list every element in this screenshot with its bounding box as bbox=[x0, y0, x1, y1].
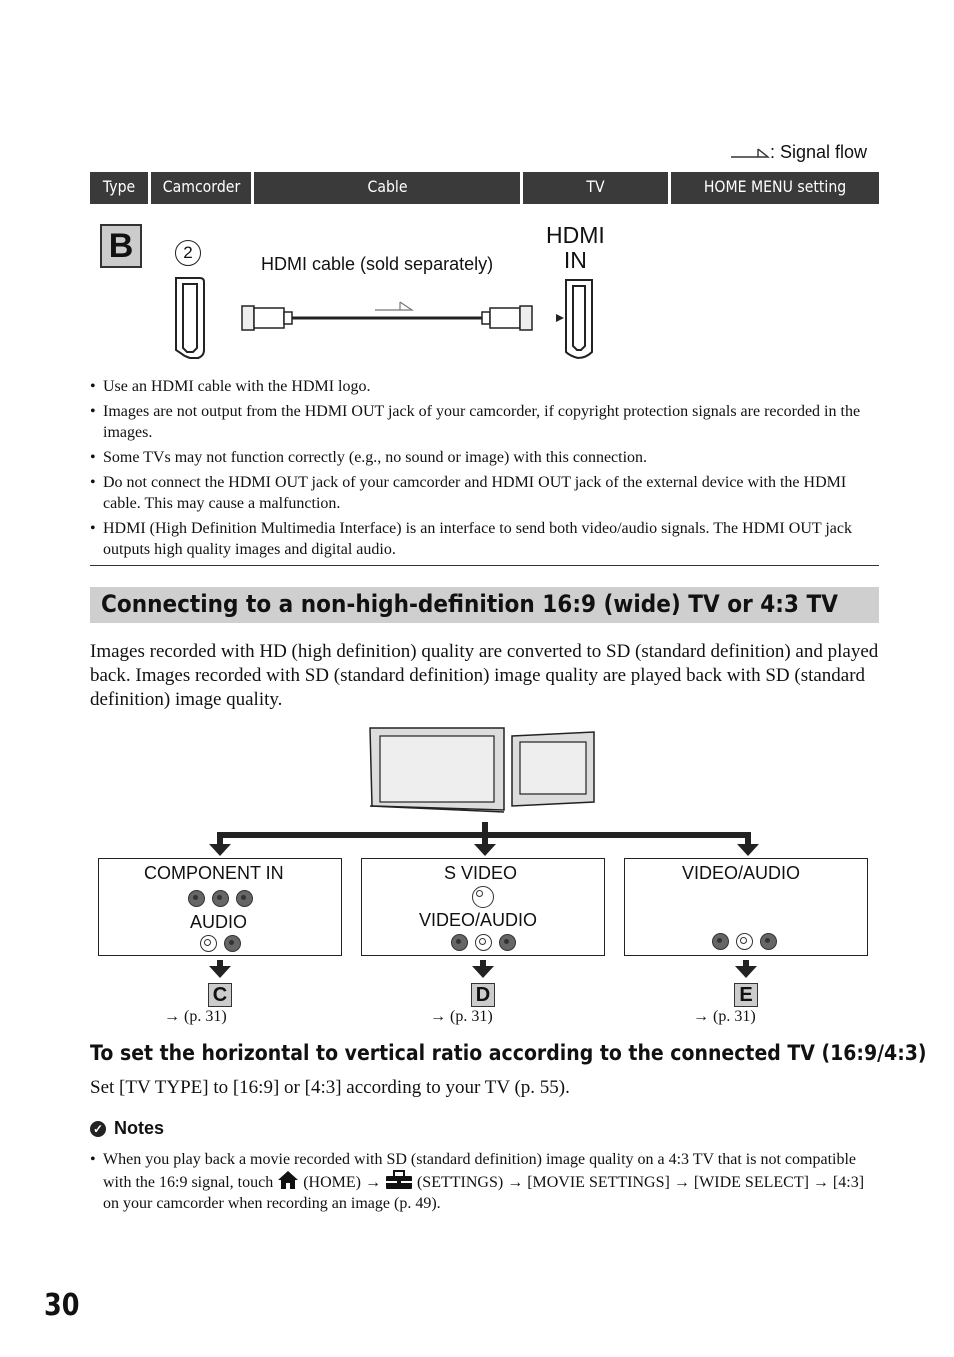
component-in-box bbox=[98, 858, 342, 956]
standard-tv-icon bbox=[512, 732, 594, 806]
toolbox-icon bbox=[385, 1170, 413, 1190]
jack-icon bbox=[224, 935, 241, 952]
page-ref-d bbox=[430, 1008, 493, 1026]
signal-flow-text: : Signal flow bbox=[770, 142, 868, 162]
signal-arrow-icon bbox=[730, 146, 770, 160]
arrow-icon: → bbox=[693, 1008, 709, 1025]
list-item: • When you play back a movie recorded with SD (standard definition) image quality on a 4:3 TV that is not compatible with the 16:9 signal, touch (HOME) → (SETTINGS) → [MOVIE SETTINGS] → [WIDE SELECT] → [4:3] on your camcorder when recording an image (p. 49). bbox=[90, 1149, 879, 1214]
tv-illustration bbox=[360, 724, 610, 818]
list-item: • Images are not output from the HDMI OUT jack of your camcorder, if copyright protection signals are recorded in the images. bbox=[90, 401, 879, 443]
header-cable: Cable bbox=[367, 177, 408, 196]
page-ref-text: (p. 31) bbox=[184, 1008, 227, 1025]
list-item: • Do not connect the HDMI OUT jack of your camcorder and HDMI OUT jack of the external device with the HDMI cable. This may cause a malfunction. bbox=[90, 472, 879, 514]
jack-icon bbox=[188, 890, 205, 907]
diagram-label-b: B bbox=[100, 224, 142, 268]
arrow-icon: → bbox=[507, 1174, 524, 1191]
jack-icon bbox=[475, 934, 492, 951]
type-header-bar bbox=[90, 172, 879, 204]
set-tv-type-text: Set [TV TYPE] to [16:9] or [4:3] according to your TV (p. 55). bbox=[90, 1077, 570, 1098]
hdmi-in-line2: IN bbox=[563, 247, 587, 273]
page-ref-text: (p. 31) bbox=[450, 1008, 493, 1025]
notes-icon: ✓ bbox=[90, 1121, 106, 1137]
diagram-label-c: C bbox=[208, 983, 232, 1007]
list-item: • HDMI (High Definition Multimedia Interface) is an interface to send both video/audio signals. The HDMI OUT jack outputs high quality images and digital audio. bbox=[90, 518, 879, 560]
jack-icon bbox=[736, 933, 753, 950]
page-ref-e bbox=[693, 1008, 756, 1026]
list-item: • Use an HDMI cable with the HDMI logo. bbox=[90, 376, 879, 397]
jack-icon bbox=[712, 933, 729, 950]
subheading: To set the horizontal to vertical ratio according to the connected TV (16:9/4:3) bbox=[90, 1041, 927, 1065]
jack-icon bbox=[451, 934, 468, 951]
camcorder-hdmi-port-icon bbox=[176, 278, 204, 358]
header-type: Type bbox=[102, 177, 136, 196]
notes-heading bbox=[90, 1118, 164, 1139]
jack-icon bbox=[236, 890, 253, 907]
hdmi-notes-list bbox=[90, 376, 879, 564]
video-audio-box bbox=[624, 858, 868, 956]
s-video-jack-icon bbox=[472, 886, 494, 908]
jack-icon bbox=[499, 934, 516, 951]
arrow-icon: → bbox=[430, 1008, 446, 1025]
jack-icon bbox=[760, 933, 777, 950]
page-ref-text: (p. 31) bbox=[713, 1008, 756, 1025]
hdmi-cable-label: HDMI cable (sold separately) bbox=[261, 254, 494, 274]
hdmi-connection-diagram bbox=[160, 270, 620, 365]
video-audio-label: VIDEO/AUDIO bbox=[682, 863, 801, 883]
tv-hdmi-port-icon bbox=[556, 280, 592, 358]
wide-tv-icon bbox=[370, 728, 504, 812]
list-item: • Some TVs may not function correctly (e.g., no sound or image) with this connection. bbox=[90, 447, 879, 468]
signal-flow-arrow-icon bbox=[375, 302, 412, 310]
notes-list bbox=[90, 1149, 879, 1218]
arrow-icon: → bbox=[164, 1008, 180, 1025]
home-icon bbox=[277, 1170, 299, 1190]
arrow-icon: → bbox=[812, 1174, 829, 1191]
header-camcorder: Camcorder bbox=[162, 177, 241, 196]
intro-paragraph: Images recorded with HD (high definition) quality are converted to SD (standard definition) and played back. Images recorded with SD (standard definition) image quality are played back with SD (standard definition) image quality. bbox=[90, 641, 879, 710]
s-video-box bbox=[361, 858, 605, 956]
section-title: Connecting to a non-high-definition 16:9 (wide) TV or 4:3 TV bbox=[101, 590, 838, 618]
distribution-arrows bbox=[200, 820, 760, 860]
page-ref-c bbox=[164, 1008, 227, 1026]
page-number: 30 bbox=[44, 1288, 80, 1323]
step-number: 2 bbox=[175, 240, 201, 266]
header-home-menu: HOME MENU setting bbox=[703, 177, 847, 196]
jack-icon bbox=[200, 935, 217, 952]
audio-label: AUDIO bbox=[190, 912, 248, 932]
signal-flow-legend bbox=[730, 142, 867, 163]
diagram-label-e: E bbox=[734, 983, 758, 1007]
jack-icon bbox=[212, 890, 229, 907]
hdmi-in-line1: HDMI bbox=[546, 222, 605, 248]
arrow-icon: → bbox=[364, 1174, 381, 1191]
divider bbox=[90, 565, 879, 566]
notes-heading-text: Notes bbox=[114, 1118, 165, 1138]
hdmi-in-label bbox=[546, 223, 605, 273]
down-arrows bbox=[200, 958, 760, 980]
video-audio-label: VIDEO/AUDIO bbox=[419, 910, 538, 930]
diagram-label-d: D bbox=[471, 983, 495, 1007]
component-in-label: COMPONENT IN bbox=[144, 863, 284, 883]
header-tv: TV bbox=[586, 177, 605, 196]
arrow-icon: → bbox=[673, 1174, 690, 1191]
s-video-label: S VIDEO bbox=[444, 863, 518, 883]
